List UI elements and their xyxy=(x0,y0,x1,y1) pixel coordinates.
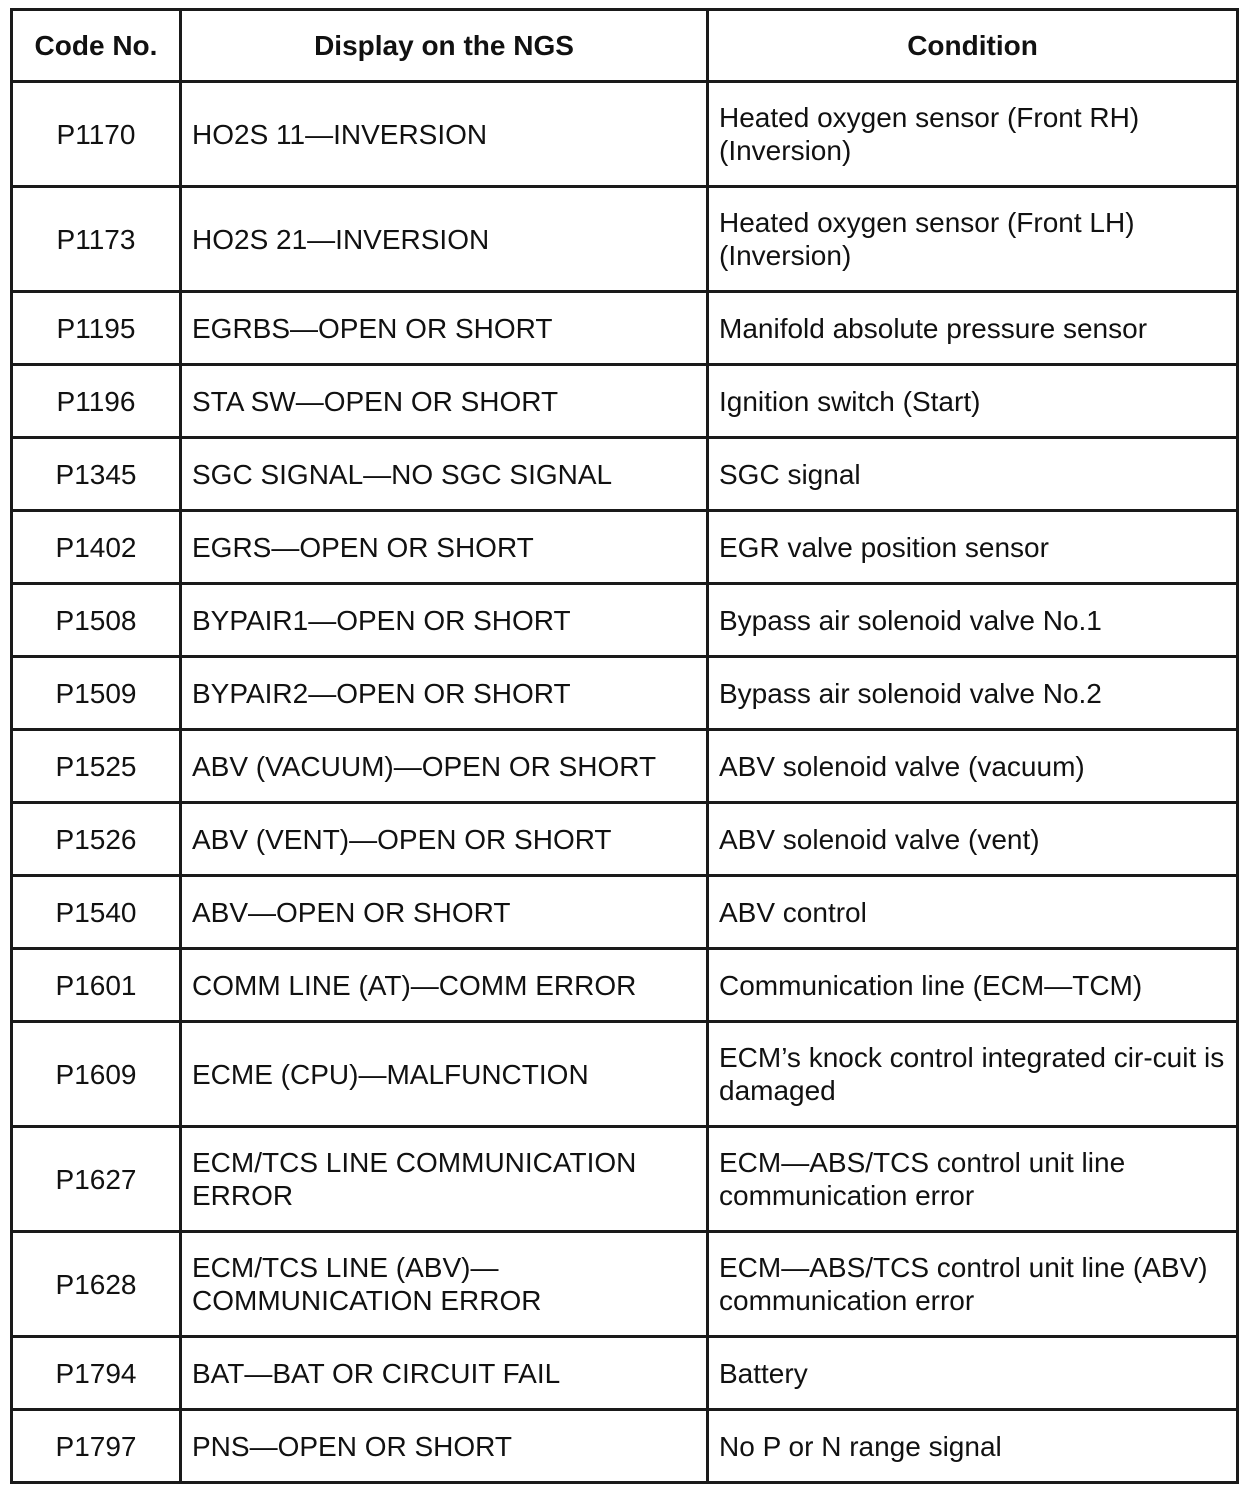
code-cell: P1628 xyxy=(12,1232,181,1337)
condition-cell: Battery xyxy=(708,1337,1238,1410)
condition-cell: ECM—ABS/TCS control unit line (ABV) communication error xyxy=(708,1232,1238,1337)
table-row xyxy=(12,1232,1238,1337)
condition-cell: Communication line (ECM—TCM) xyxy=(708,949,1238,1022)
table-row xyxy=(12,949,1238,1022)
display-cell: ECM/TCS LINE COMMUNICATION ERROR xyxy=(181,1127,708,1232)
table-row xyxy=(12,511,1238,584)
table-row xyxy=(12,365,1238,438)
table-row xyxy=(12,438,1238,511)
condition-cell: ABV control xyxy=(708,876,1238,949)
table-row xyxy=(12,1127,1238,1232)
display-cell: BAT—BAT OR CIRCUIT FAIL xyxy=(181,1337,708,1410)
code-cell: P1797 xyxy=(12,1410,181,1483)
display-cell: STA SW—OPEN OR SHORT xyxy=(181,365,708,438)
display-cell: HO2S 21—INVERSION xyxy=(181,187,708,292)
table-row xyxy=(12,803,1238,876)
condition-cell: No P or N range signal xyxy=(708,1410,1238,1483)
table-header xyxy=(12,10,1238,82)
code-cell: P1627 xyxy=(12,1127,181,1232)
table-row xyxy=(12,1337,1238,1410)
header-row xyxy=(12,10,1238,82)
code-cell: P1196 xyxy=(12,365,181,438)
display-cell: COMM LINE (AT)—COMM ERROR xyxy=(181,949,708,1022)
code-cell: P1794 xyxy=(12,1337,181,1410)
display-cell: ABV (VACUUM)—OPEN OR SHORT xyxy=(181,730,708,803)
table-body xyxy=(12,82,1238,1483)
condition-cell: ECM’s knock control integrated cir-cuit is damaged xyxy=(708,1022,1238,1127)
dtc-table xyxy=(10,8,1239,1484)
display-cell: BYPAIR1—OPEN OR SHORT xyxy=(181,584,708,657)
table-row xyxy=(12,1022,1238,1127)
header-code-no: Code No. xyxy=(12,10,181,82)
condition-cell: Manifold absolute pressure sensor xyxy=(708,292,1238,365)
display-cell: HO2S 11—INVERSION xyxy=(181,82,708,187)
code-cell: P1525 xyxy=(12,730,181,803)
code-cell: P1508 xyxy=(12,584,181,657)
code-cell: P1170 xyxy=(12,82,181,187)
code-cell: P1609 xyxy=(12,1022,181,1127)
condition-cell: Bypass air solenoid valve No.1 xyxy=(708,584,1238,657)
code-cell: P1195 xyxy=(12,292,181,365)
condition-cell: Ignition switch (Start) xyxy=(708,365,1238,438)
table-row xyxy=(12,1410,1238,1483)
display-cell: EGRS—OPEN OR SHORT xyxy=(181,511,708,584)
display-cell: EGRBS—OPEN OR SHORT xyxy=(181,292,708,365)
table-row xyxy=(12,187,1238,292)
display-cell: PNS—OPEN OR SHORT xyxy=(181,1410,708,1483)
code-cell: P1345 xyxy=(12,438,181,511)
condition-cell: ABV solenoid valve (vacuum) xyxy=(708,730,1238,803)
condition-cell: Heated oxygen sensor (Front RH) (Inversion) xyxy=(708,82,1238,187)
table-row xyxy=(12,82,1238,187)
condition-cell: Heated oxygen sensor (Front LH) (Inversion) xyxy=(708,187,1238,292)
condition-cell: Bypass air solenoid valve No.2 xyxy=(708,657,1238,730)
table-row xyxy=(12,730,1238,803)
code-cell: P1402 xyxy=(12,511,181,584)
display-cell: BYPAIR2—OPEN OR SHORT xyxy=(181,657,708,730)
condition-cell: SGC signal xyxy=(708,438,1238,511)
code-cell: P1173 xyxy=(12,187,181,292)
code-cell: P1509 xyxy=(12,657,181,730)
display-cell: SGC SIGNAL—NO SGC SIGNAL xyxy=(181,438,708,511)
condition-cell: EGR valve position sensor xyxy=(708,511,1238,584)
table-row xyxy=(12,876,1238,949)
condition-cell: ECM—ABS/TCS control unit line communication error xyxy=(708,1127,1238,1232)
header-condition: Condition xyxy=(708,10,1238,82)
condition-cell: ABV solenoid valve (vent) xyxy=(708,803,1238,876)
code-cell: P1601 xyxy=(12,949,181,1022)
display-cell: ECME (CPU)—MALFUNCTION xyxy=(181,1022,708,1127)
table-row xyxy=(12,292,1238,365)
code-cell: P1526 xyxy=(12,803,181,876)
table-row xyxy=(12,657,1238,730)
table-row xyxy=(12,584,1238,657)
code-cell: P1540 xyxy=(12,876,181,949)
display-cell: ABV (VENT)—OPEN OR SHORT xyxy=(181,803,708,876)
display-cell: ECM/TCS LINE (ABV)— COMMUNICATION ERROR xyxy=(181,1232,708,1337)
display-cell: ABV—OPEN OR SHORT xyxy=(181,876,708,949)
header-display-on-ngs: Display on the NGS xyxy=(181,10,708,82)
